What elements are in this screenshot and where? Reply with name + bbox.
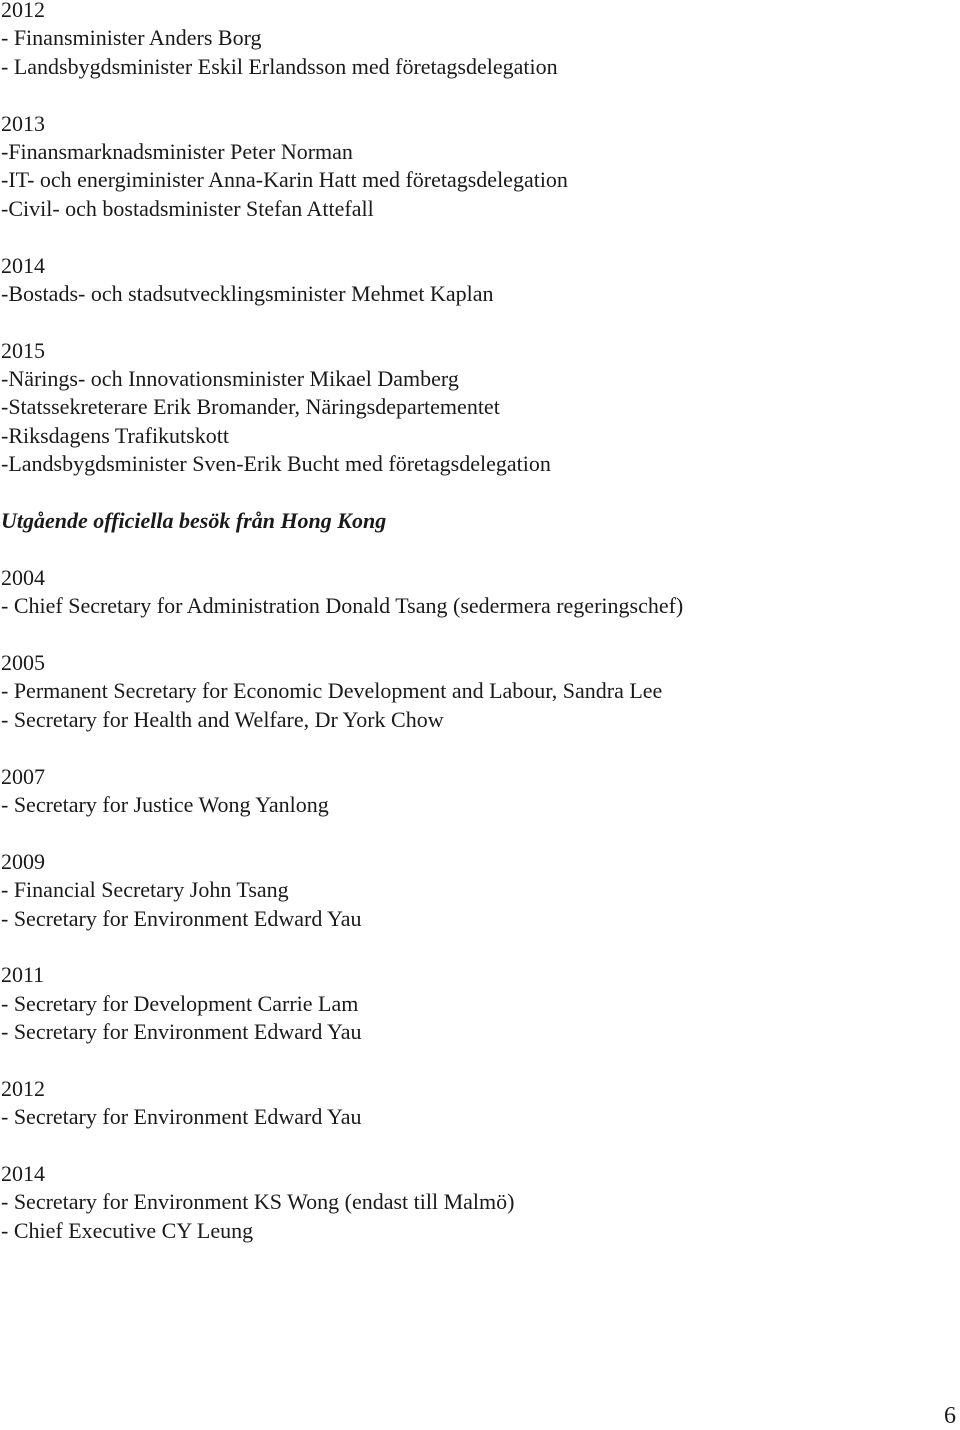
year-group (0, 1160, 960, 1245)
visit-entry: -Bostads- och stadsutvecklingsminister Mehmet Kaplan (1, 280, 494, 306)
year-group (0, 1075, 960, 1132)
section-heading: Utgående officiella besök från Hong Kong (1, 508, 387, 534)
year-group (0, 961, 960, 1046)
year-heading: 2009 (1, 848, 45, 874)
visit-entry: - Secretary for Justice Wong Yanlong (1, 791, 329, 817)
spacer (0, 734, 960, 762)
year-heading: 2013 (1, 110, 45, 136)
year-group (0, 0, 960, 81)
visit-entry: - Secretary for Environment Edward Yau (1, 1019, 362, 1045)
visit-entry: - Financial Secretary John Tsang (1, 877, 289, 903)
visit-entry: - Permanent Secretary for Economic Development and Labour, Sandra Lee (1, 678, 663, 704)
year-heading: 2015 (1, 337, 45, 363)
year-heading: 2004 (1, 564, 45, 590)
spacer (0, 81, 960, 109)
year-heading: 2005 (1, 649, 45, 675)
visit-entry: -Närings- och Innovationsminister Mikael Damberg (1, 366, 459, 392)
spacer (0, 819, 960, 847)
visit-entry: - Secretary for Environment Edward Yau (1, 1104, 362, 1130)
visit-entry: -IT- och energiminister Anna-Karin Hatt med företagsdelegation (1, 167, 568, 193)
visit-entry: - Secretary for Development Carrie Lam (1, 990, 359, 1016)
visit-entry: -Finansmarknadsminister Peter Norman (1, 138, 353, 164)
visit-entry: -Riksdagens Trafikutskott (1, 422, 229, 448)
visit-entry: - Landsbygdsminister Eskil Erlandsson med företagsdelegation (1, 53, 558, 79)
year-group (0, 337, 960, 479)
visit-entry: -Landsbygdsminister Sven-Erik Bucht med företagsdelegation (1, 451, 551, 477)
spacer (0, 933, 960, 961)
year-heading: 2014 (1, 1161, 45, 1187)
visit-entry: - Finansminister Anders Borg (1, 25, 262, 51)
year-group (0, 252, 960, 309)
year-heading: 2007 (1, 763, 45, 789)
spacer (0, 621, 960, 649)
visit-entry: - Chief Secretary for Administration Donald Tsang (sedermera regeringschef) (1, 593, 684, 619)
visit-entry: - Secretary for Environment KS Wong (endast till Malmö) (1, 1189, 515, 1215)
visit-entry: -Statssekreterare Erik Bromander, Näringsdepartementet (1, 394, 500, 420)
visit-entry: -Civil- och bostadsminister Stefan Attefall (1, 195, 374, 221)
year-group (0, 649, 960, 734)
visit-entry: - Secretary for Environment Edward Yau (1, 905, 362, 931)
visit-entry: - Chief Executive CY Leung (1, 1217, 254, 1243)
year-group (0, 763, 960, 820)
year-heading: 2011 (1, 962, 45, 988)
spacer (0, 535, 960, 563)
year-heading: 2014 (1, 252, 45, 278)
spacer (0, 1132, 960, 1160)
year-heading: 2012 (1, 1075, 45, 1101)
year-group (0, 110, 960, 224)
spacer (0, 308, 960, 336)
year-heading: 2012 (1, 0, 45, 22)
visit-entry: - Secretary for Health and Welfare, Dr York Chow (1, 706, 444, 732)
spacer (0, 223, 960, 251)
spacer (0, 479, 960, 507)
page-number: 6 (944, 1403, 956, 1429)
spacer (0, 1046, 960, 1074)
year-group (0, 564, 960, 621)
year-group (0, 848, 960, 933)
